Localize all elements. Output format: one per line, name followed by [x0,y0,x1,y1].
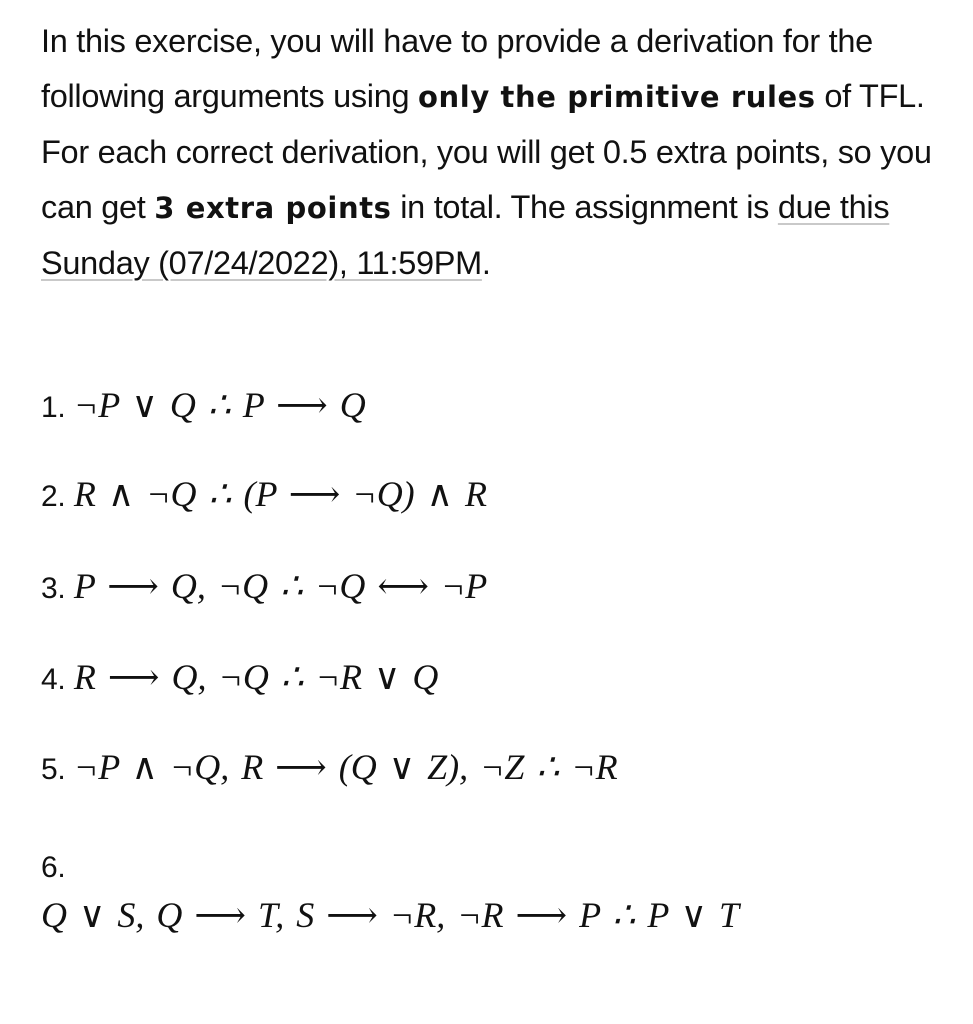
problem-formula: Q ∨ S, Q ⟶ T, S ⟶ ¬R, ¬R ⟶ P ∴ P ∨ T [41,895,740,935]
instructions-emphasis-primitive-rules: only the primitive rules [418,80,816,114]
problem-number: 5. [41,753,66,786]
instructions-text-3: in total. The assignment is [400,189,770,225]
instructions-text-4: . [481,245,491,281]
problem-formula: R ⟶ Q, ¬Q ∴ ¬R ∨ Q [73,657,439,697]
problem-formula: R ∧ ¬Q ∴ (P ⟶ ¬Q) ∧ R [73,474,488,514]
problem-1 [41,384,366,426]
instructions-text-1: In this exercise, you will have to provide a derivation for the following arguments using [41,23,873,114]
instructions-paragraph [41,14,946,291]
problem-formula: P ⟶ Q, ¬Q ∴ ¬Q ⟷ ¬P [73,566,488,606]
problem-number: 3. [41,572,66,605]
problem-4 [41,656,438,698]
instructions-text-2: of TFL. For each correct derivation, you will get 0.5 extra points, so you can get [41,78,932,225]
problem-formula: ¬P ∨ Q ∴ P ⟶ Q [73,385,366,425]
due-date-link[interactable]: due this Sunday (07/24/2022), 11:59PM [41,189,890,281]
problem-formula: ¬P ∧ ¬Q, R ⟶ (Q ∨ Z), ¬Z ∴ ¬R [73,747,618,787]
problem-2 [41,473,487,515]
problem-3 [41,565,487,607]
problem-number: 4. [41,663,66,696]
problem-number: 1. [41,391,66,424]
problem-number: 6. [41,851,66,884]
problem-5 [41,746,618,788]
problem-number: 2. [41,480,66,513]
problem-6 [41,894,739,936]
instructions-emphasis-extra-points: 3 extra points [154,191,392,225]
problem-6-number-line [41,848,65,886]
